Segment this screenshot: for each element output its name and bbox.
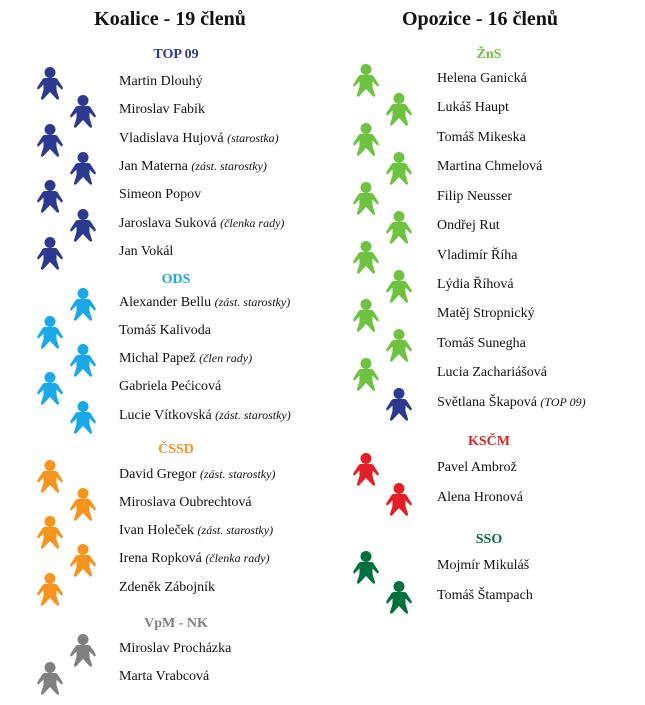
party-heading: ŽnS <box>476 47 502 62</box>
person-icon <box>352 181 380 215</box>
member-name <box>437 395 586 411</box>
person-icon <box>69 94 97 128</box>
person-icon <box>36 123 64 157</box>
member-name-text: David Gregor <box>119 467 197 482</box>
member-name-text: Mojmír Mikuláš <box>437 558 530 573</box>
member-role: (člen rady) <box>199 351 253 365</box>
member-name <box>119 351 252 367</box>
member-name <box>119 669 209 685</box>
member-name-text: Miroslav Procházka <box>119 641 232 656</box>
member-role: (zást. starostky) <box>191 159 267 173</box>
member-name-text: Alexander Bellu <box>119 295 212 310</box>
member-role: (členka rady) <box>205 551 270 565</box>
member-name-text: Tomáš Štampach <box>437 588 533 603</box>
member-role: (zást. starostky) <box>199 467 276 481</box>
party-heading: ČSSD <box>158 442 194 457</box>
member-name-text: Martin Dlouhý <box>119 74 203 89</box>
person-icon <box>36 515 64 549</box>
member-name <box>437 365 547 381</box>
member-name-text: Pavel Ambrož <box>437 460 517 475</box>
party-heading: KSČM <box>468 434 510 449</box>
member-name <box>119 187 201 203</box>
member-name <box>119 74 203 90</box>
member-name <box>119 216 284 232</box>
member-name-text: Tomáš Sunegha <box>437 336 526 351</box>
member-name <box>119 580 215 596</box>
member-name-text: Ondřej Rut <box>437 218 500 233</box>
party-heading: TOP 09 <box>153 47 199 62</box>
member-name-text: Helena Ganická <box>437 71 527 86</box>
member-name-text: Jan Materna <box>119 159 188 174</box>
party-heading: VpM - NK <box>144 616 208 631</box>
member-name <box>437 248 518 264</box>
member-name <box>119 551 270 567</box>
member-name <box>119 641 231 657</box>
member-role: (členka rady) <box>220 216 285 230</box>
member-name-text: Lucie Vítkovská <box>119 408 212 423</box>
member-role: (TOP 09) <box>540 395 586 409</box>
member-name <box>437 130 526 146</box>
member-name <box>119 295 290 311</box>
member-name <box>437 490 523 506</box>
person-icon <box>36 179 64 213</box>
member-name-text: Světlana Škapová <box>437 395 537 410</box>
member-name-text: Ivan Holeček <box>119 523 195 538</box>
person-icon <box>69 400 97 434</box>
member-name-text: Tomáš Mikeska <box>437 130 526 145</box>
person-icon <box>352 122 380 156</box>
member-role: (starostka) <box>227 131 279 145</box>
member-name <box>437 588 533 604</box>
member-name <box>119 495 252 511</box>
member-name <box>119 523 273 539</box>
person-icon <box>385 210 413 244</box>
member-name <box>437 558 529 574</box>
person-icon <box>69 633 97 667</box>
person-icon <box>352 452 380 486</box>
person-icon <box>69 543 97 577</box>
member-name-text: Alena Hronová <box>437 490 523 505</box>
person-icon <box>36 572 64 606</box>
person-icon <box>36 371 64 405</box>
person-icon <box>69 287 97 321</box>
party-heading: SSO <box>475 532 503 547</box>
member-name <box>119 408 291 424</box>
person-icon <box>385 92 413 126</box>
person-icon <box>385 151 413 185</box>
member-name-text: Tomáš Kalivoda <box>119 323 211 338</box>
member-name-text: Martina Chmelová <box>437 159 543 174</box>
member-role: (zást. starostky) <box>215 408 291 422</box>
member-name-text: Zdeněk Zábojník <box>119 580 216 595</box>
person-icon <box>352 357 380 391</box>
member-name <box>437 336 526 352</box>
member-name <box>119 467 275 483</box>
person-icon <box>385 482 413 516</box>
member-name-text: Filip Neusser <box>437 189 513 204</box>
person-icon <box>385 269 413 303</box>
member-name-text: Irena Ropková <box>119 551 202 566</box>
person-icon <box>69 208 97 242</box>
member-name <box>119 244 173 260</box>
member-name <box>437 159 542 175</box>
person-icon <box>352 298 380 332</box>
member-name-text: Michal Papež <box>119 351 196 366</box>
person-icon <box>385 580 413 614</box>
member-role: (zást. starostky) <box>197 523 274 537</box>
person-icon <box>385 328 413 362</box>
person-icon <box>352 63 380 97</box>
member-name <box>437 71 527 87</box>
member-name-text: Gabriela Pećicová <box>119 379 222 394</box>
member-name-text: Jan Vokál <box>119 244 174 259</box>
member-name-text: Miroslava Oubrechtová <box>119 495 252 510</box>
member-name <box>119 323 211 339</box>
person-icon <box>69 487 97 521</box>
member-name <box>437 100 509 116</box>
member-name <box>437 218 500 234</box>
member-name-text: Matěj Stropnický <box>437 306 535 321</box>
member-name-text: Jaroslava Suková <box>119 216 217 231</box>
member-name <box>437 277 514 293</box>
member-name-text: Miroslav Fabík <box>119 102 205 117</box>
person-icon <box>36 66 64 100</box>
member-name-text: Lucia Zachariášová <box>437 365 547 380</box>
right-column-title: Opozice - 16 členů <box>401 8 559 30</box>
member-name <box>119 159 267 175</box>
member-name <box>119 102 205 118</box>
person-icon <box>69 343 97 377</box>
member-role: (zást. starostky) <box>214 295 291 309</box>
person-icon <box>352 550 380 584</box>
person-icon <box>36 661 64 695</box>
member-name <box>437 460 517 476</box>
member-name-text: Vladimír Říha <box>437 248 518 263</box>
party-heading: ODS <box>161 272 191 287</box>
person-icon <box>352 240 380 274</box>
person-icon <box>36 315 64 349</box>
person-icon <box>385 387 413 421</box>
person-icon <box>36 459 64 493</box>
member-name <box>119 379 221 395</box>
member-name <box>119 131 279 147</box>
member-name-text: Lukáš Haupt <box>437 100 509 115</box>
member-name-text: Lýdia Říhová <box>437 277 514 292</box>
member-name <box>437 306 535 322</box>
member-name-text: Simeon Popov <box>119 187 202 202</box>
person-icon <box>36 236 64 270</box>
member-name-text: Vladislava Hujová <box>119 131 224 146</box>
person-icon <box>69 151 97 185</box>
member-name-text: Marta Vrabcová <box>119 669 210 684</box>
member-name <box>437 189 512 205</box>
left-column-title: Koalice - 19 členů <box>94 8 246 30</box>
